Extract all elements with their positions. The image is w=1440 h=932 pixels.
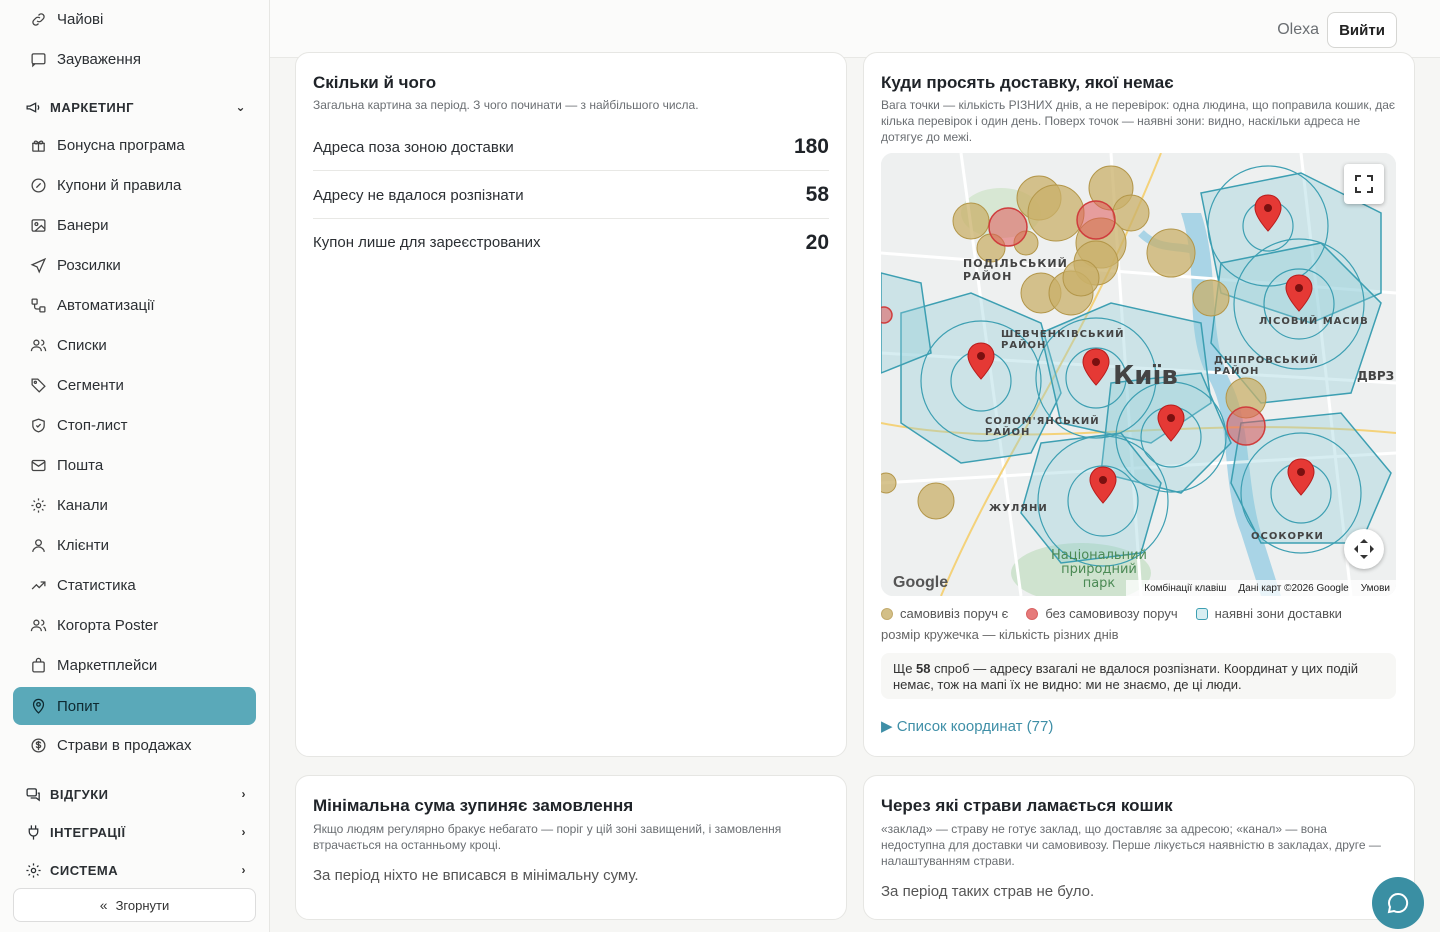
logout-button[interactable]: Вийти [1327, 12, 1397, 48]
sidebar-item-clients[interactable] [13, 526, 256, 564]
map-label-podil: ПОДІЛЬСЬКИЙ РАЙОН [963, 257, 1068, 283]
section-label: ВІДГУКИ [50, 786, 109, 802]
min-sum-empty: За період ніхто не вписався в мінімальну суму. [313, 867, 639, 884]
note-count: 58 [916, 661, 931, 676]
sidebar-item-label: Канали [57, 496, 108, 514]
user-name: Olexa [1277, 21, 1319, 38]
legend-label: без самовивозу поруч [1045, 606, 1178, 621]
sidebar-item-mailings[interactable] [13, 246, 256, 284]
sidebar-item-banners[interactable] [13, 206, 256, 244]
legend-item [1196, 606, 1342, 621]
sidebar-item-remarks[interactable] [13, 40, 256, 78]
coordinates-list-toggle[interactable]: ▶ Список координат (77) [881, 718, 1054, 735]
sidebar-item-lists[interactable] [13, 326, 256, 364]
sidebar-item-label: Списки [57, 336, 107, 354]
section-system[interactable] [24, 855, 246, 885]
mail-icon [29, 456, 47, 474]
legend-dot-pickup [881, 608, 893, 620]
summary-card [295, 52, 847, 757]
sidebar-item-statistics[interactable] [13, 566, 256, 604]
sidebar-item-label: Когорта Poster [57, 616, 159, 634]
stat-row [313, 124, 829, 171]
demand-map[interactable] [881, 153, 1396, 596]
plug-icon [24, 823, 42, 841]
image-icon [29, 216, 47, 234]
sidebar-item-label: Чайові [57, 10, 104, 28]
stat-label: Купон лише для зареєстрованих [313, 234, 541, 251]
sidebar-item-label: Розсилки [57, 256, 121, 274]
chevron-right-icon: › [241, 787, 246, 801]
double-chevron-left-icon: « [99, 897, 108, 913]
map-label-lisovyi: ЛІСОВИЙ МАСИВ [1259, 316, 1369, 327]
chat-bubble-icon [1386, 891, 1410, 915]
support-chat-button[interactable] [1372, 877, 1424, 929]
map-label-solomyansky: СОЛОМ'ЯНСЬКИЙ РАЙОН [985, 416, 1100, 438]
trend-icon [29, 576, 47, 594]
legend-item [881, 606, 1008, 621]
pin-icon [29, 697, 47, 715]
map-label-park: Національний природний парк [1051, 548, 1147, 591]
sidebar-item-dishes-sales[interactable] [13, 726, 256, 764]
note-text: спроб — адресу взагалі не вдалося розпізнати. Координат у цих подій немає, тож на мапі їх не видно: ми не знаємо, де ці люди. [893, 661, 1359, 692]
dishes-title: Через які страви ламається кошик [881, 796, 1173, 815]
map-data-attribution: Дані карт ©2026 Google [1238, 582, 1349, 594]
sidebar-item-mail[interactable] [13, 446, 256, 484]
map-label-osokorky: ОСОКОРКИ [1251, 531, 1324, 542]
google-logo: Google [893, 574, 949, 591]
sidebar-item-marketplaces[interactable] [13, 646, 256, 684]
shield-icon [29, 416, 47, 434]
map-pan-control[interactable] [1344, 529, 1384, 569]
min-sum-title: Мінімальна сума зупиняє замовлення [313, 796, 634, 815]
stat-value: 20 [805, 230, 829, 254]
unresolved-note [881, 653, 1396, 699]
section-marketing[interactable] [24, 92, 246, 122]
bag-icon [29, 656, 47, 674]
sidebar-item-cohort[interactable] [13, 606, 256, 644]
users-icon [29, 616, 47, 634]
sidebar-item-stoplist[interactable] [13, 406, 256, 444]
section-reviews[interactable] [24, 779, 246, 809]
sidebar-item-label: Зауваження [57, 50, 141, 68]
link-icon [29, 10, 47, 28]
stat-label: Адреса поза зоною доставки [313, 138, 514, 156]
sidebar-item-label: Купони й правила [57, 176, 182, 194]
chat-icon [24, 785, 42, 803]
legend-label: наявні зони доставки [1214, 606, 1342, 621]
chevron-right-icon: › [241, 863, 246, 877]
collapse-sidebar-button[interactable] [13, 888, 256, 922]
user-icon [29, 536, 47, 554]
sidebar-item-label: Бонусна програма [57, 136, 185, 154]
sidebar-item-label: Пошта [57, 456, 104, 474]
stat-value: 58 [805, 183, 829, 206]
map-label-shevchenko: ШЕВЧЕНКІВСЬКИЙ РАЙОН [1001, 329, 1125, 351]
sidebar-item-label: Стоп-лист [57, 416, 128, 434]
map-legend [881, 606, 1360, 621]
section-integrations[interactable] [24, 817, 246, 847]
sidebar [0, 0, 270, 932]
sidebar-item-label: Попит [57, 697, 100, 715]
collapse-label: Згорнути [115, 897, 170, 913]
sidebar-item-label: Статистика [57, 576, 136, 594]
legend-dot-zones [1196, 608, 1208, 620]
fullscreen-icon [1354, 174, 1374, 194]
tag-icon [29, 376, 47, 394]
map-label-zhuliany: ЖУЛЯНИ [989, 503, 1048, 514]
map-card [863, 52, 1415, 757]
sidebar-item-label: Страви в продажах [57, 736, 192, 754]
send-icon [29, 256, 47, 274]
min-sum-subtitle: Якщо людям регулярно бракує небагато — поріг у цій зоні завищений, і замовлення втрачається на останньому кроці. [313, 822, 782, 852]
sidebar-item-segments[interactable] [13, 366, 256, 404]
map-attribution [1126, 580, 1396, 596]
section-label: МАРКЕТИНГ [50, 99, 135, 115]
sidebar-item-label: Сегменти [57, 376, 124, 394]
sidebar-item-automations[interactable] [13, 286, 256, 324]
sidebar-item-tips[interactable] [13, 0, 256, 38]
dishes-subtitle: «заклад» — страву не готує заклад, що доставляє за адресою; «канал» — вона недоступна для доставки чи самовивозу. Перше лікується наявністю в закладах, друге — налаштуванням страви. [881, 822, 1381, 868]
legend-note: розмір кружечка — кількість різних днів [881, 627, 1119, 642]
gift-icon [29, 136, 47, 154]
sidebar-item-label: Банери [57, 216, 109, 234]
map-card-title: Куди просять доставку, якої немає [881, 73, 1174, 92]
min-sum-card [295, 775, 847, 920]
stat-value: 180 [793, 135, 829, 158]
message-icon [29, 50, 47, 68]
map-label-city: Київ [1113, 361, 1178, 391]
legend-dot-no-pickup [1026, 608, 1038, 620]
dishes-card [863, 775, 1415, 920]
sidebar-item-label: Маркетплейси [57, 656, 158, 674]
chevron-down-icon: ⌄ [235, 100, 246, 114]
dishes-empty: За період таких страв не було. [881, 883, 1095, 900]
stat-row [313, 219, 829, 266]
sidebar-item-demand[interactable] [13, 687, 256, 725]
gear-icon [24, 861, 42, 879]
topbar [270, 0, 1440, 58]
note-prefix: Ще [893, 661, 913, 676]
users-icon [29, 336, 47, 354]
chevron-right-icon: › [241, 825, 246, 839]
sidebar-item-label: Автоматизації [57, 296, 155, 314]
section-label: СИСТЕМА [50, 862, 119, 878]
dollar-icon [29, 736, 47, 754]
fullscreen-button[interactable] [1344, 164, 1384, 204]
legend-label: самовивіз поруч є [900, 606, 1009, 621]
map-card-subtitle: Вага точки — кількість РІЗНИХ днів, а не перевірок: одна людина, що поправила кошик, дає кілька перевірок і один день. Поверх точок — наявні зони: видно, наскільки адреса не дотягує до межі. [881, 98, 1396, 144]
summary-subtitle: Загальна картина за період. З чого починати — з найбільшого числа. [313, 98, 699, 112]
sidebar-item-label: Клієнти [57, 536, 110, 554]
section-label: ІНТЕГРАЦІЇ [50, 824, 126, 840]
map-label-dvrz: ДВРЗ [1357, 369, 1395, 383]
stat-label: Адресу не вдалося розпізнати [313, 186, 524, 204]
coupon-icon [29, 176, 47, 194]
gear-icon [29, 496, 47, 514]
megaphone-icon [24, 98, 42, 116]
terms-link[interactable]: Умови [1360, 582, 1390, 594]
legend-item [1026, 606, 1177, 621]
keyboard-shortcuts-link[interactable]: Комбінації клавіш [1144, 582, 1227, 594]
map-label-dniprovsky: ДНІПРОВСЬКИЙ РАЙОН [1214, 355, 1319, 377]
move-icon [1353, 538, 1375, 560]
workflow-icon [29, 296, 47, 314]
sidebar-item-coupons[interactable] [13, 166, 256, 204]
sidebar-item-bonus[interactable] [13, 126, 256, 164]
summary-title: Скільки й чого [313, 73, 437, 92]
stat-row [313, 172, 829, 219]
sidebar-item-channels[interactable] [13, 486, 256, 524]
